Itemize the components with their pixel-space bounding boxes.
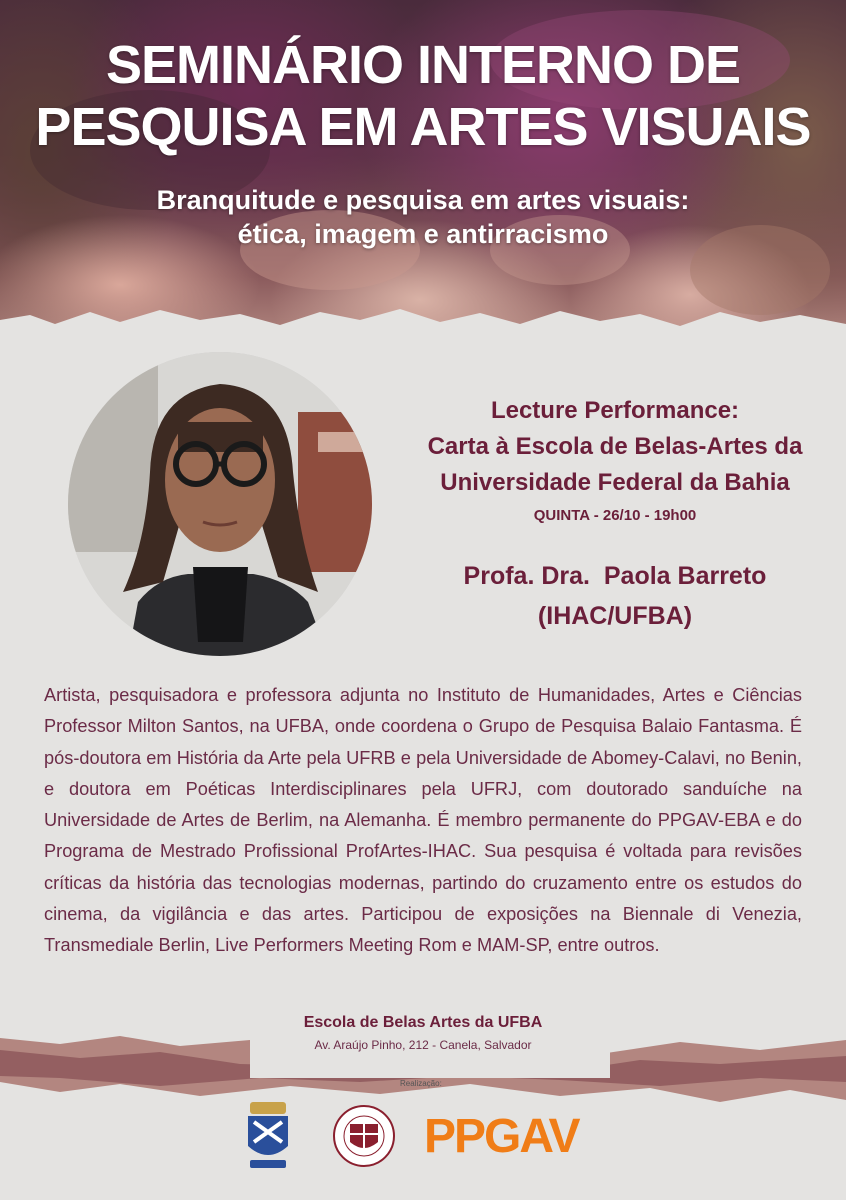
lecture-datetime: QUINTA - 26/10 - 19h00 [533, 507, 697, 524]
torn-paper-edge [0, 300, 846, 345]
hero-painting-background [0, 0, 846, 345]
speaker-portrait-illustration [68, 352, 372, 656]
title-line-1: SEMINÁRIO INTERNO DE [105, 35, 741, 95]
lecture-line-2: Carta à Escola de Belas-Artes da [427, 433, 803, 460]
lecture-line-1: Lecture Performance: [490, 397, 740, 424]
ufba-crest-logo [244, 1102, 292, 1172]
speaker-bio: Artista, pesquisadora e professora adjunta no Instituto de Humanidades, Artes e Ciências Professor Milton Santos, na UFBA, onde coordena o Grupo de Pesquisa Balaio Fantasma. É pós-doutora em História da Arte pela UFRB e pela Universidade de Abomey-Calavi, no Benin, e doutora em Poéticas Interdisciplinares pela UFRJ, com doutorado sanduíche na Universidade de Artes de Berlim, na Alemanha. É membro permanente do PPGAV-EBA e do Programa de Mestrado Profissional ProfArtes-IHAC. Sua pesquisa é voltada para revisões críticas da história das tecnologias modernas, partindo do cruzamento entre os estudos do cinema, da vigilância e das artes. Participou de exposições na Biennale di Venezia, Transmediale Berlin, Live Performers Meeting Rom e MAM-SP, entre outros. [44, 685, 802, 956]
speaker-name: Profa. Dra. Paola Barreto [463, 562, 767, 590]
speaker-affiliation: (IHAC/UFBA) [537, 602, 693, 630]
ppgav-logo: PPGAV [424, 1110, 579, 1163]
title-line-2: PESQUISA EM ARTES VISUAIS [35, 97, 811, 157]
venue-address: Av. Araújo Pinho, 212 - Canela, Salvador [314, 1038, 532, 1052]
speaker-photo [68, 352, 372, 656]
lecture-title [395, 393, 835, 501]
lecture-line-3: Universidade Federal da Bahia [440, 469, 790, 496]
subtitle-line-1: Branquitude e pesquisa em artes visuais: [156, 185, 690, 215]
realizacao-label: Realização: [400, 1079, 442, 1088]
escola-belas-artes-seal-logo [332, 1104, 396, 1168]
venue-name: Escola de Belas Artes da UFBA [303, 1014, 543, 1031]
speaker-info [395, 556, 835, 636]
seminar-title [0, 34, 846, 158]
subtitle-line-2: ética, imagem e antirracismo [237, 219, 609, 249]
seminar-subtitle [0, 183, 846, 251]
